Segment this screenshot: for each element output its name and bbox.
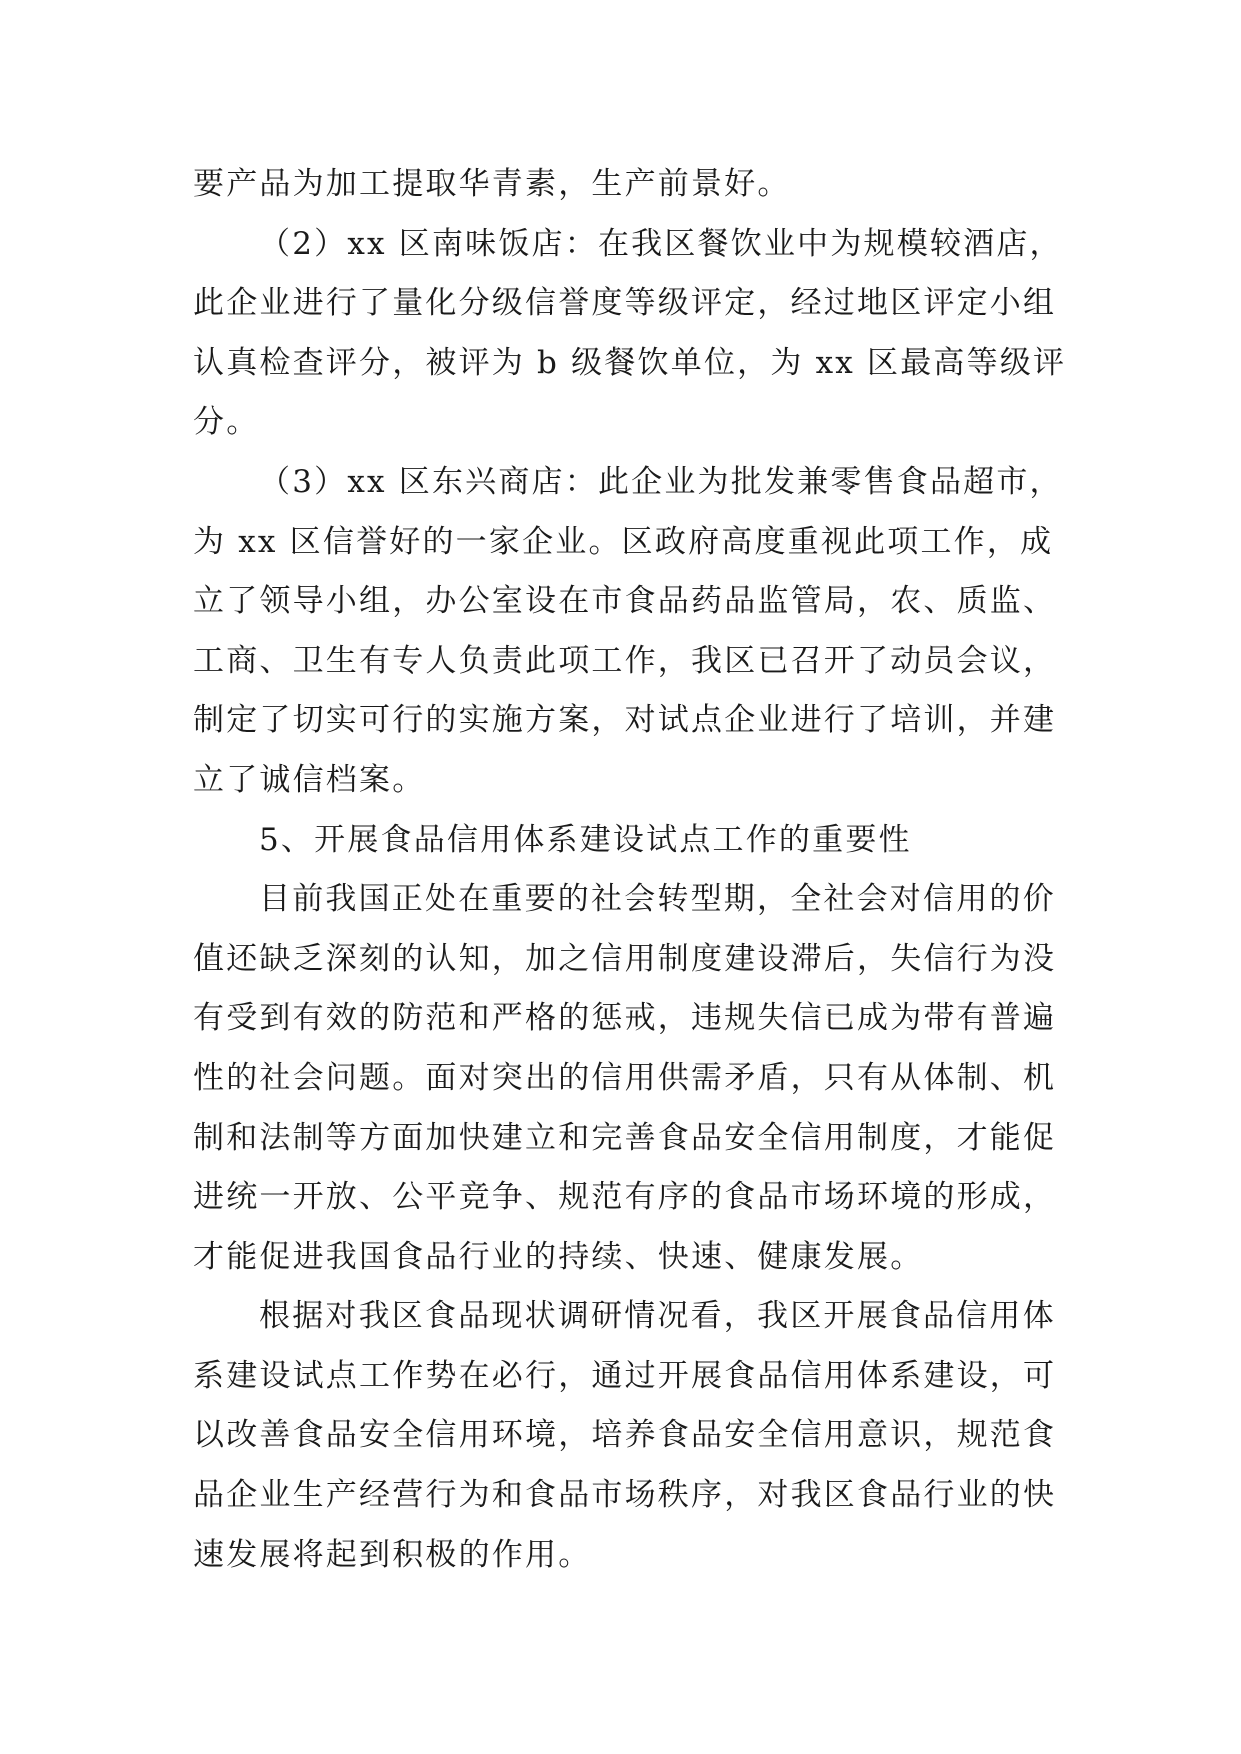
text-line: 系建设试点工作势在必行，通过开展食品信用体系建设，可 [193, 1357, 1057, 1394]
text-line: 为 xx 区信誉好的一家企业。区政府高度重视此项工作，成 [193, 523, 1054, 560]
text-line: 认真检查评分，被评为 b 级餐饮单位，为 xx 区最高等级评 [193, 344, 1067, 381]
text-line: 要产品为加工提取华青素，生产前景好。 [193, 166, 791, 202]
text-line: 立了诚信档案。 [193, 761, 426, 798]
text-line: 制和法制等方面加快建立和完善食品安全信用制度，才能促 [193, 1119, 1057, 1156]
text-line: 制定了切实可行的实施方案，对试点企业进行了培训，并建 [193, 702, 1057, 739]
text-line: 值还缺乏深刻的认知，加之信用制度建设滞后，失信行为没 [193, 940, 1057, 977]
text-line: 才能促进我国食品行业的持续、快速、健康发展。 [193, 1238, 924, 1275]
text-line: 进统一开放、公平竞争、规范有序的食品市场环境的形成， [193, 1179, 1057, 1216]
text-line: 性的社会问题。面对突出的信用供需矛盾，只有从体制、机 [193, 1059, 1057, 1096]
text-line: 目前我国正处在重要的社会转型期，全社会对信用的价 [259, 881, 1056, 918]
text-line: （2）xx 区南味饭店：在我区餐饮业中为规模较酒店， [259, 225, 1063, 262]
text-line: 立了领导小组，办公室设在市食品药品监管局，农、质监、 [193, 583, 1057, 620]
text-line: 以改善食品安全信用环境，培养食品安全信用意识，规范食 [193, 1417, 1057, 1454]
text-line: 根据对我区食品现状调研情况看，我区开展食品信用体 [259, 1298, 1056, 1335]
text-line: （3）xx 区东兴商店：此企业为批发兼零售食品超市， [259, 463, 1063, 500]
text-line: 5、开展食品信用体系建设试点工作的重要性 [259, 821, 912, 858]
text-line: 工商、卫生有专人负责此项工作，我区已召开了动员会议， [193, 642, 1057, 679]
text-line: 有受到有效的防范和严格的惩戒，违规失信已成为带有普遍 [193, 1000, 1057, 1037]
text-line: 速发展将起到积极的作用。 [193, 1536, 592, 1573]
text-line: 品企业生产经营行为和食品市场秩序，对我区食品行业的快 [193, 1477, 1057, 1514]
text-line: 分。 [193, 404, 260, 441]
text-line: 此企业进行了量化分级信誉度等级评定，经过地区评定小组 [193, 285, 1057, 322]
body-text [193, 155, 1067, 1585]
